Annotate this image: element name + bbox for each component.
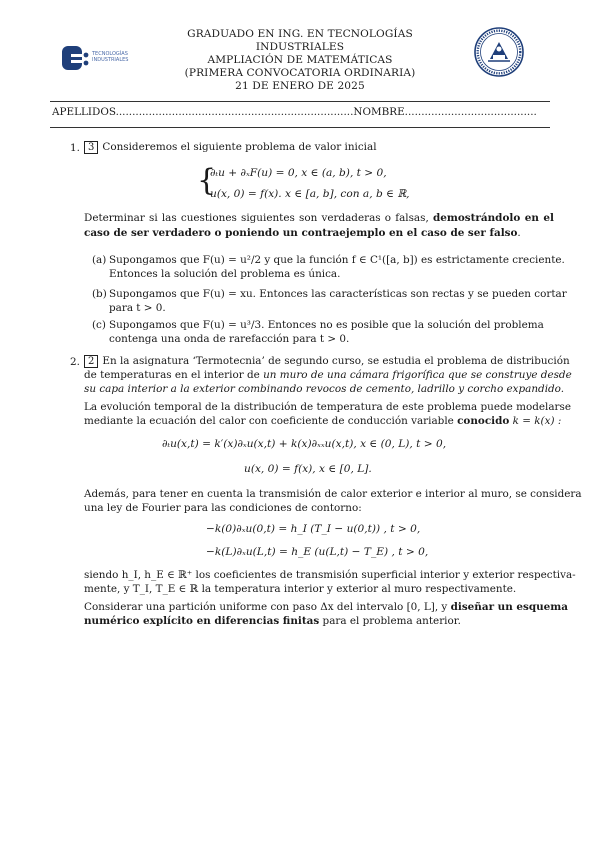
item-c-label: (c): [92, 319, 106, 331]
system-brace: {: [197, 163, 217, 198]
item-a-text-2: Entonces la solución del problema es única.: [109, 268, 341, 280]
exam-date: 21 DE ENERO DE 2025: [235, 80, 365, 92]
item-b-text: Supongamos que F(u) = xu. Entonces las características son rectas y se pueden cortar: [109, 288, 567, 300]
item-a-text: Supongamos que F(u) = u²/2 y que la función f ∈ C¹([a, b]) es estrictamente creciente.: [109, 254, 565, 266]
question-1-points: 3: [84, 141, 98, 154]
q2-heat-equation: ∂ₜu(x,t) = k′(x)∂ₓu(x,t) + k(x)∂ₓₓu(x,t), x ∈ (0, L), t > 0,: [162, 438, 447, 450]
q2-coefficients-text-2: mente, y T_I, T_E ∈ ℝ la temperatura interior y exterior al muro respectivamente.: [84, 583, 517, 595]
q2-task-text-2: numérico explícito en diferencias finitas para el problema anterior.: [84, 615, 461, 627]
item-a-label: (a): [92, 254, 107, 266]
q2-task-text: Considerar una partición uniforme con paso Δx del intervalo [0, L], y diseñar un esquema: [84, 601, 569, 613]
exam-header: [150, 28, 450, 93]
question-2-intro-3: su capa interior a la exterior combinando revocos de cemento, ladrillo y corcho expandido.: [84, 383, 565, 395]
q1-equation-pde: ∂ₜu + ∂ₓF(u) = 0, x ∈ (a, b), t > 0,: [210, 167, 387, 179]
item-b-label: (b): [92, 288, 107, 300]
item-b-text-2: para t > 0.: [109, 302, 166, 314]
q1-statement: Determinar si las cuestiones siguientes son verdaderas o falsas, demostrándolo en el caso de ser verdadero o poniendo un contraejemplo en el caso de ser falso.: [84, 212, 554, 239]
item-c-text: Supongamos que F(u) = u³/3. Entonces no es posible que la solución del problema: [109, 319, 544, 331]
header-rule-top: [50, 101, 550, 102]
q2-model-text: La evolución temporal de la distribución de temperatura de este problema puede modelarse: [84, 401, 571, 413]
q2-initial-condition: u(x, 0) = f(x), x ∈ [0, L].: [244, 463, 372, 475]
school-logo: [62, 42, 142, 76]
q2-boundary-text: Además, para tener en cuenta la transmisión de calor exterior e interior al muro, se considera: [84, 488, 582, 500]
question-1-intro: 3 Consideremos el siguiente problema de valor inicial: [84, 140, 554, 155]
name-fields-line: APELLIDOS........................................................................NOMBRE........................................: [52, 106, 537, 118]
degree-title: GRADUADO EN ING. EN TECNOLOGÍAS INDUSTRIALES: [187, 28, 413, 53]
q1-equation-initial: u(x, 0) = f(x). x ∈ [a, b], con a, b ∈ ℝ,: [210, 188, 410, 200]
item-c-text-2: contenga una onda de rarefacción para t > 0.: [109, 333, 350, 345]
exam-session: (PRIMERA CONVOCATORIA ORDINARIA): [184, 67, 416, 79]
q2-boundary-left: −k(0)∂ₓu(0,t) = h_I (T_I − u(0,t)) , t > 0,: [206, 523, 421, 535]
question-2-intro: 2 En la asignatura ‘Termotecnia’ de segundo curso, se estudia el problema de distribución: [84, 354, 554, 369]
question-2-points: 2: [84, 355, 98, 368]
header-rule-bottom: [50, 127, 550, 128]
subject-title: AMPLIACIÓN DE MATEMÁTICAS: [207, 54, 393, 66]
logo-caption: TECNOLOGÍAS INDUSTRIALES: [92, 51, 129, 63]
q2-coefficients-text: siendo h_I, h_E ∈ ℝ⁺ los coeficientes de transmisión superficial interior y exterior respectiva-: [84, 569, 576, 581]
question-2-intro-2: de temperaturas en el interior de un muro de una cámara frigorífica que se construye desde: [84, 369, 572, 381]
q2-boundary-text-2: una ley de Fourier para las condiciones de contorno:: [84, 502, 362, 514]
q2-model-text-2: mediante la ecuación del calor con coeficiente de conducción variable conocido k = k(x) :: [84, 415, 562, 427]
question-2-number: 2.: [70, 356, 80, 368]
q2-boundary-right: −k(L)∂ₓu(L,t) = h_E (u(L,t) − T_E) , t > 0,: [206, 546, 429, 558]
question-1-number: 1.: [70, 142, 80, 154]
university-seal-icon: [473, 26, 525, 78]
